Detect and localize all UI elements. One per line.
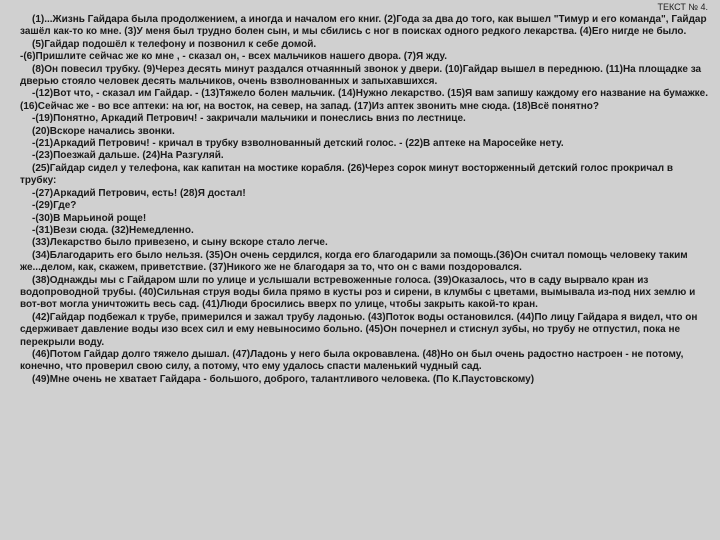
paragraph: (20)Вскоре начались звонки. [32,125,175,137]
paragraph: -(29)Где? [32,200,77,212]
paragraph: (34)Благодарить его было нельзя. (35)Он очень сердился, когда его благодарили за помощь.(36)Он считал помощь человеку таким же...делом, как, скажем, приветствие. (37)Никого же не благодаря за то, что он с вами поздоровался. [20,249,688,274]
paragraph: (25)Гайдар сидел у телефона, как капитан на мостике корабля. (26)Через сорок минут восторженный детский голос прокричал в трубку: [20,162,673,187]
paragraph: (38)Однажды мы с Гайдаром шли по улице и услышали встревоженные голоса. (39)Оказалось, что в саду вырвало кран из водопроводной трубы. (40)Сильная струя воды била прямо в кусты роз и сирени, в клумбы с цветами, вымывала из-под них землю и вот-вот могла уничтожить весь сад. (41)Люди бросились вверх по улице, чтобы закрыть какой-то кран. [20,274,696,311]
paragraph: -(21)Аркадий Петрович! - кричал в трубку взволнованный детский голос. - (22)В аптеке на Маросейке нету. [32,138,564,150]
paragraph: (33)Лекарство было привезено, и сыну вскоре стало легче. [32,237,328,249]
document-text [20,14,708,386]
paragraph: -(6)Пришлите сейчас же ко мне , - сказал он, - всех мальчиков нашего двора. (7)Я жду. [20,51,448,63]
paragraph: (5)Гайдар подошёл к телефону и позвонил к себе домой. [32,38,317,50]
paragraph: -(27)Аркадий Петрович, есть! (28)Я достал! [32,187,246,199]
paragraph: (8)Он повесил трубку. (9)Через десять минут раздался отчаянный звонок у двери. (10)Гайдар вышел в переднюю. (11)На площадке за дверью стояло человек десять мальчиков, очень взволнованных и запыхавшихся. [20,63,702,88]
paragraph: -(19)Понятно, Аркадий Петрович! - закричали мальчики и понеслись вниз по лестнице. [32,113,466,125]
paragraph: (42)Гайдар подбежал к трубе, примерился и зажал трубу ладонью. (43)Поток воды остановился. (44)По лицу Гайдара я видел, что он сдерживает давление воды изо всех сил и ему невыносимо больно. (45)Он почернел и стиснул зубы, но трубу не отпустил, пока не перекрыли воду. [20,311,698,348]
paragraph: (49)Мне очень не хватает Гайдара - большого, доброго, талантливого человека. (По К.Паустовскому) [32,373,535,385]
paragraph: -(23)Поезжай дальше. (24)На Разгуляй. [32,150,224,162]
paragraph: -(30)В Марьиной роще! [32,212,147,224]
paragraph: -(12)Вот что, - сказал им Гайдар. - (13)Тяжело болен мальчик. (14)Нужно лекарство. (15)Я вам запишу каждому его название на бумажке. (16)Сейчас же - во все аптеки: на юг, на восток, на север, на запад. (17)Из аптек звонить мне сюда. (18)Всё понятно? [20,88,709,112]
paragraph: (46)Потом Гайдар долго тяжело дышал. (47)Ладонь у него была окровавлена. (48)Но он был очень радостно настроен - не потому, конечно, что проверил свою силу, а потому, что ему удалось спасти маленький чудный сад. [20,348,684,373]
paragraph: (1)...Жизнь Гайдара была продолжением, а иногда и началом его книг. (2)Года за два до того, как вышел "Тимур и его команда", Гайдар зашёл как-то ко мне. (3)У меня был трудно болен сын, и мы сбились с ног в поисках одного редкого лекарства. (4)Его нигде не было. [20,14,707,38]
paragraph: -(31)Вези сюда. (32)Немедленно. [32,224,194,236]
text-number-label: ТЕКСТ № 4. [657,2,708,12]
